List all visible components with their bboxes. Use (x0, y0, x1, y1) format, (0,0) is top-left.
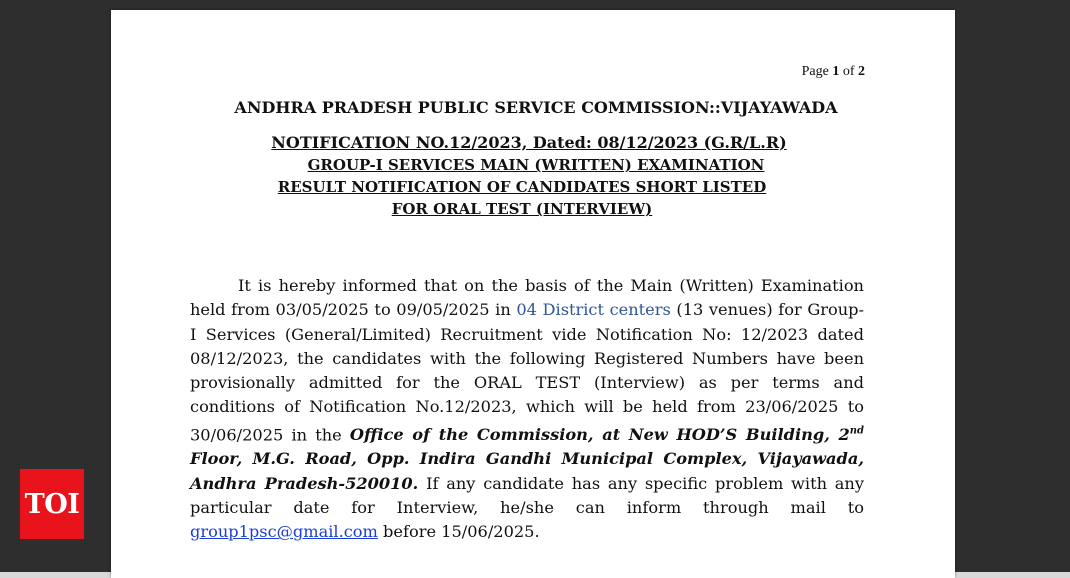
page-number: Page 1 of 2 (801, 64, 865, 79)
toi-logo: TOI (20, 469, 84, 539)
document-page (111, 10, 955, 578)
venue-address: Office of the Commission, at New HOD’S Building, 2nd Floor, M.G. Road, Opp. Indira Gandhi Municipal Complex, Vijayawada, Andhra Pradesh-520010. (190, 425, 864, 493)
district-centers-text: 04 District centers (516, 300, 671, 320)
oral-test-heading: FOR ORAL TEST (INTERVIEW) (391, 200, 653, 218)
body-part-2: (13 venues) for Group-I Services (General/Limited) Recruitment vide Notification No: 12/2023 dated 08/12/2023, the candidates with the following Registered Numbers have been provisionally admitted for the ORAL TEST (Interview) as per terms and conditions of Notification No.12/2023, which will be held from 23/06/2025 to 30/06/2025 in the (190, 300, 864, 445)
body-part-4: before 15/06/2025. (377, 522, 540, 542)
body-part-1: It is hereby informed that on the basis of the Main (Written) Examination held from 03/05/2025 to 09/05/2025 in (190, 276, 864, 320)
commission-title: ANDHRA PRADESH PUBLIC SERVICE COMMISSION::VIJAYAWADA (234, 98, 838, 117)
body-part-3: If any candidate has any specific problem with any particular date for Interview, he/she can inform through mail to (190, 473, 864, 518)
result-heading: RESULT NOTIFICATION OF CANDIDATES SHORT LISTED (277, 178, 767, 196)
exam-heading: GROUP-I SERVICES MAIN (WRITTEN) EXAMINATION (307, 156, 765, 174)
email-link[interactable]: group1psc@gmail.com (190, 522, 378, 542)
notification-body (190, 274, 864, 545)
notification-heading: NOTIFICATION NO.12/2023, Dated: 08/12/2023 (G.R/L.R) (271, 133, 787, 152)
